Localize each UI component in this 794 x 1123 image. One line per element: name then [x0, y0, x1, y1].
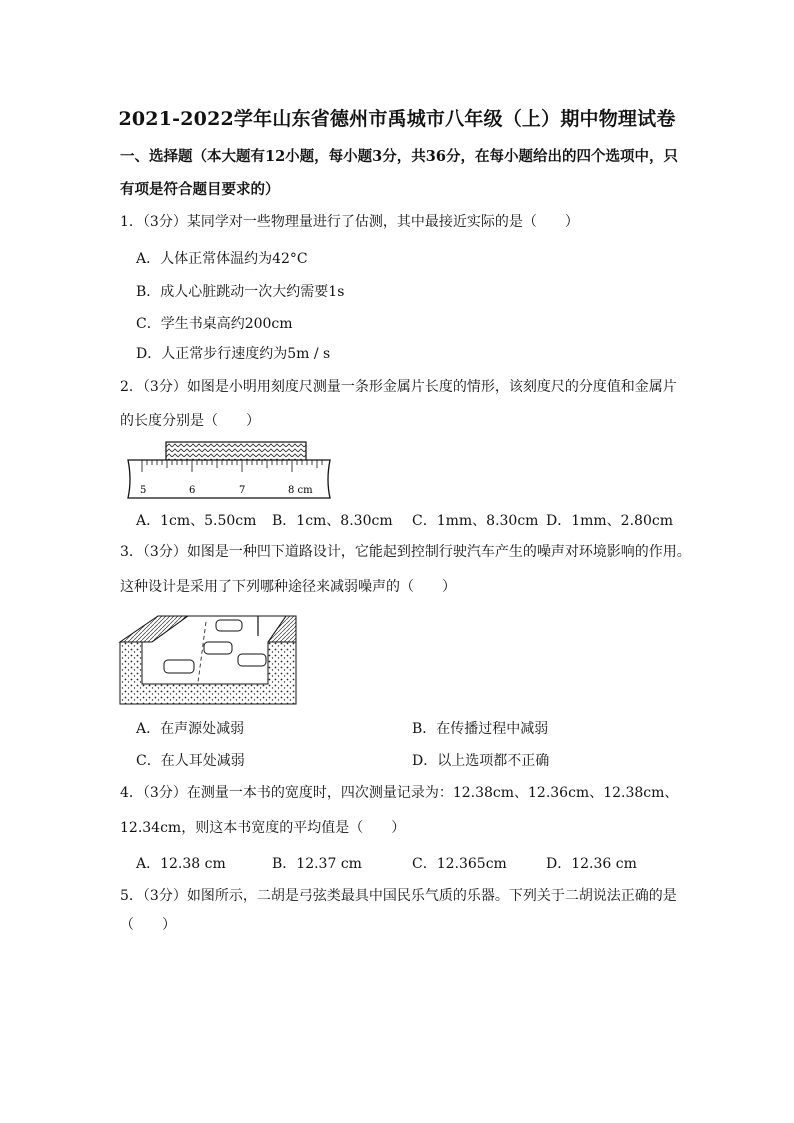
q3-stem-line1: 3．（3分）如图是一种凹下道路设计，它能起到控制行驶汽车产生的噪声对环境影响的作用。 [120, 544, 691, 560]
q4-stem-line1: 4．（3分）在测量一本书的宽度时，四次测量记录为：12.38cm、12.36cm、12.38cm、 [120, 785, 679, 801]
q2-option-c: C．1mm、8.30cm [412, 513, 539, 529]
q4-option-c: C．12.365cm [412, 856, 507, 872]
q1-option-c: C．学生书桌高约200cm [136, 316, 293, 332]
sunken-road-figure [118, 612, 298, 706]
ruler-label-5: 5 [140, 485, 147, 496]
q3-option-c: C．在人耳处减弱 [136, 753, 245, 769]
q3-option-a: A．在声源处减弱 [136, 721, 245, 737]
q1-stem: 1．（3分）某同学对一些物理量进行了估测，其中最接近实际的是（ ） [120, 214, 579, 230]
q2-stem-line2: 的长度分别是（ ） [120, 413, 260, 429]
q4-option-d: D．12.36 cm [546, 856, 637, 872]
q1-option-d: D．人正常步行速度约为5m / s [136, 346, 331, 362]
q2-stem-line1: 2．（3分）如图是小明用刻度尺测量一条形金属片长度的情形，该刻度尺的分度值和金属片 [120, 379, 677, 395]
q1-option-a: A．人体正常体温约为42°C [136, 251, 308, 267]
q4-option-a: A．12.38 cm [136, 856, 226, 872]
page-title: 2021-2022学年山东省德州市禹城市八年级（上）期中物理试卷 [118, 108, 676, 130]
section-heading-line2: 有项是符合题目要求的） [120, 181, 280, 198]
q1-option-b: B．成人心脏跳动一次大约需要1s [136, 284, 345, 300]
q2-option-d: D．1mm、2.80cm [546, 513, 673, 529]
q5-stem-line1: 5．（3分）如图所示，二胡是弓弦类最具中国民乐气质的乐器。下列关于二胡说法正确的是 [120, 888, 677, 904]
q4-stem-line2: 12.34cm，则这本书宽度的平均值是（ ） [120, 820, 406, 836]
ruler-label-7: 7 [239, 485, 246, 496]
q2-option-b: B．1cm、8.30cm [272, 513, 393, 529]
q3-option-d: D．以上选项都不正确 [412, 753, 550, 769]
q5-stem-line2: （ ） [120, 917, 176, 933]
ruler-label-6: 6 [189, 485, 196, 496]
q3-option-b: B．在传播过程中减弱 [412, 721, 549, 737]
metal-strip [166, 442, 306, 462]
ruler-label-8cm: 8 cm [288, 485, 313, 496]
ruler-figure [118, 438, 338, 502]
q4-option-b: B．12.37 cm [272, 856, 362, 872]
q2-option-a: A．1cm、5.50cm [136, 513, 257, 529]
q3-stem-line2: 这种设计是采用了下列哪种途径来减弱噪声的（ ） [120, 579, 456, 595]
section-heading-line1: 一、选择题（本大题有12小题，每小题3分，共36分，在每小题给出的四个选项中，只 [120, 148, 678, 165]
